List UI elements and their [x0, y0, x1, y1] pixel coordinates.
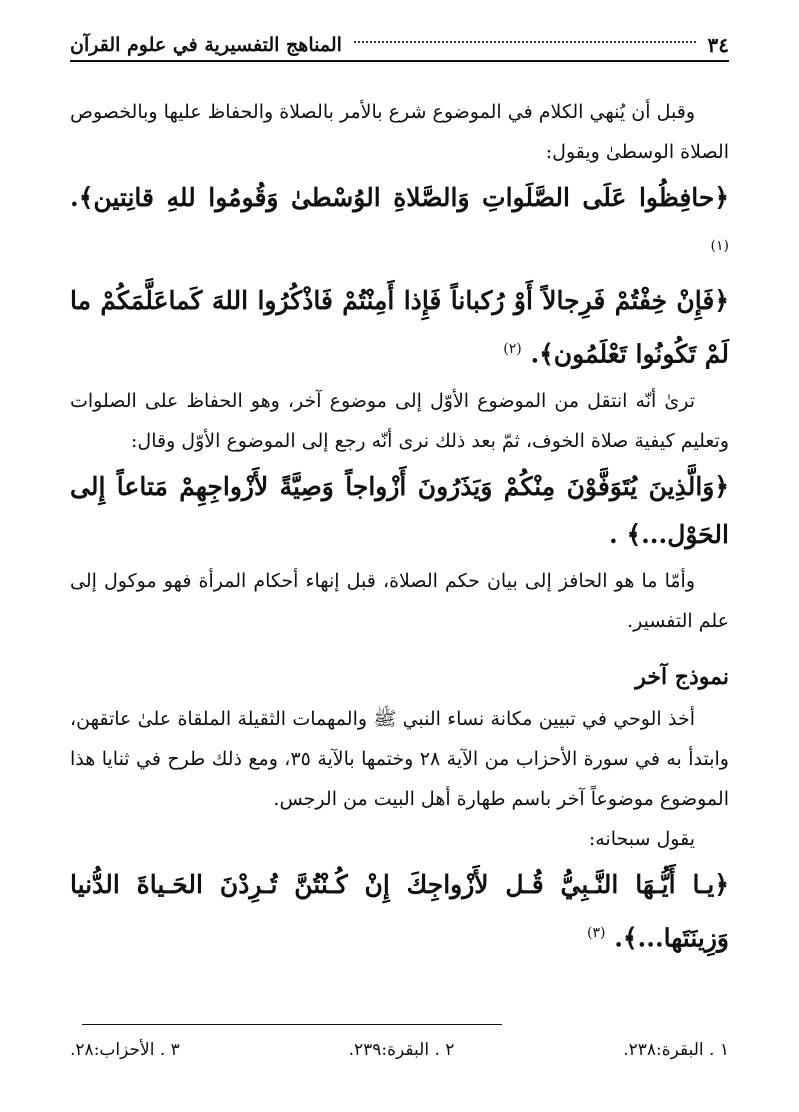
footnote-marker: (٣): [587, 924, 606, 941]
running-title: المناهج التفسيرية في علوم القرآن: [70, 34, 342, 56]
footnote: ١ . البقرة:٢٣٨.: [623, 1040, 729, 1060]
paragraph: وأمّا ما هو الحافز إلى بيان حكم الصلاة، قبل إنهاء أحكام المرأة فهو موكول إلى علم التفسير.: [70, 569, 729, 632]
running-header: [70, 30, 729, 62]
quran-verse: [70, 277, 729, 378]
verse-text: ﴿حافِظُوا عَلَى الصَّلَواتِ وَالصَّلاةِ الوُسْطىٰ وَقُومُوا للهِ قانِتين﴾.: [70, 183, 729, 212]
footnote-marker: (٢): [503, 341, 522, 358]
paragraph: يقول سبحانه:: [588, 827, 695, 850]
page-number: ٣٤: [707, 33, 729, 57]
footnote-divider: [82, 1024, 502, 1025]
paragraph: وقبل أن يُنهي الكلام في الموضوع شرع بالأمر بالصلاة والحفاظ عليها وبالخصوص الصلاة الوسطىٰ ويقول:: [70, 101, 729, 163]
header-dot-leader: [354, 41, 696, 43]
quran-verse: ﴿وَالَّذِينَ يُتَوَفَّوْنَ مِنْكُمْ وَيَذَرُونَ أَزْواجاً وَصِيَّةً لأَزْواجِهِمْ مَتاعاً إِلى الحَوْل...﴾ .: [70, 471, 729, 549]
paragraph: أخذ الوحي في تبيين مكانة نساء النبي ﷺ والمهمات الثقيلة الملقاة علىٰ عاتقهن، وابتدأ به في سورة الأحزاب من الآية ٢٨ وختمها بالآية ٣٥، ومع ذلك طرح في ثنايا هذا الموضوع موضوعاً آخر باسم طهارة أهل البيت من الرجس.: [70, 707, 729, 810]
page-body: [70, 92, 729, 964]
verse-text: ﴿فَإِنْ خِفْتُمْ فَرِجالاً أَوْ رُكباناً فَإِذا أَمِنْتُمْ فَاذْكُرُوا اللهَ كَماعَلَّمَكُمْ ما لَمْ تَكُونُوا تَعْلَمُون﴾.: [70, 286, 729, 369]
footnote: ٢ . البقرة:٢٣٩.: [348, 1040, 455, 1060]
paragraph: ترىٰ أنّه انتقل من الموضوع الأوّل إلى موضوع آخر، وهو الحفاظ على الصلوات وتعليم كيفية صلاة الخوف، ثمّ بعد ذلك نرى أنّه رجع إلى الموضوع الأوّل وقال:: [70, 389, 729, 452]
footnote: ٣ . الأحزاب:٢٨.: [70, 1040, 180, 1060]
section-heading: نموذج آخر: [635, 663, 729, 690]
verse-text: ﴿يـا أَيُّـهَا النَّـبِيُّ قُـل لأَزْواجِكَ إِنْ كُـنْتُنَّ تُـرِدْنَ الحَـياةَ الدُّنيا وَزِينَتَها...﴾.: [70, 869, 729, 952]
footnote-marker: (١): [710, 238, 729, 254]
quran-verse: [70, 174, 729, 275]
footnotes: [70, 1040, 729, 1060]
quran-verse: [70, 861, 729, 962]
